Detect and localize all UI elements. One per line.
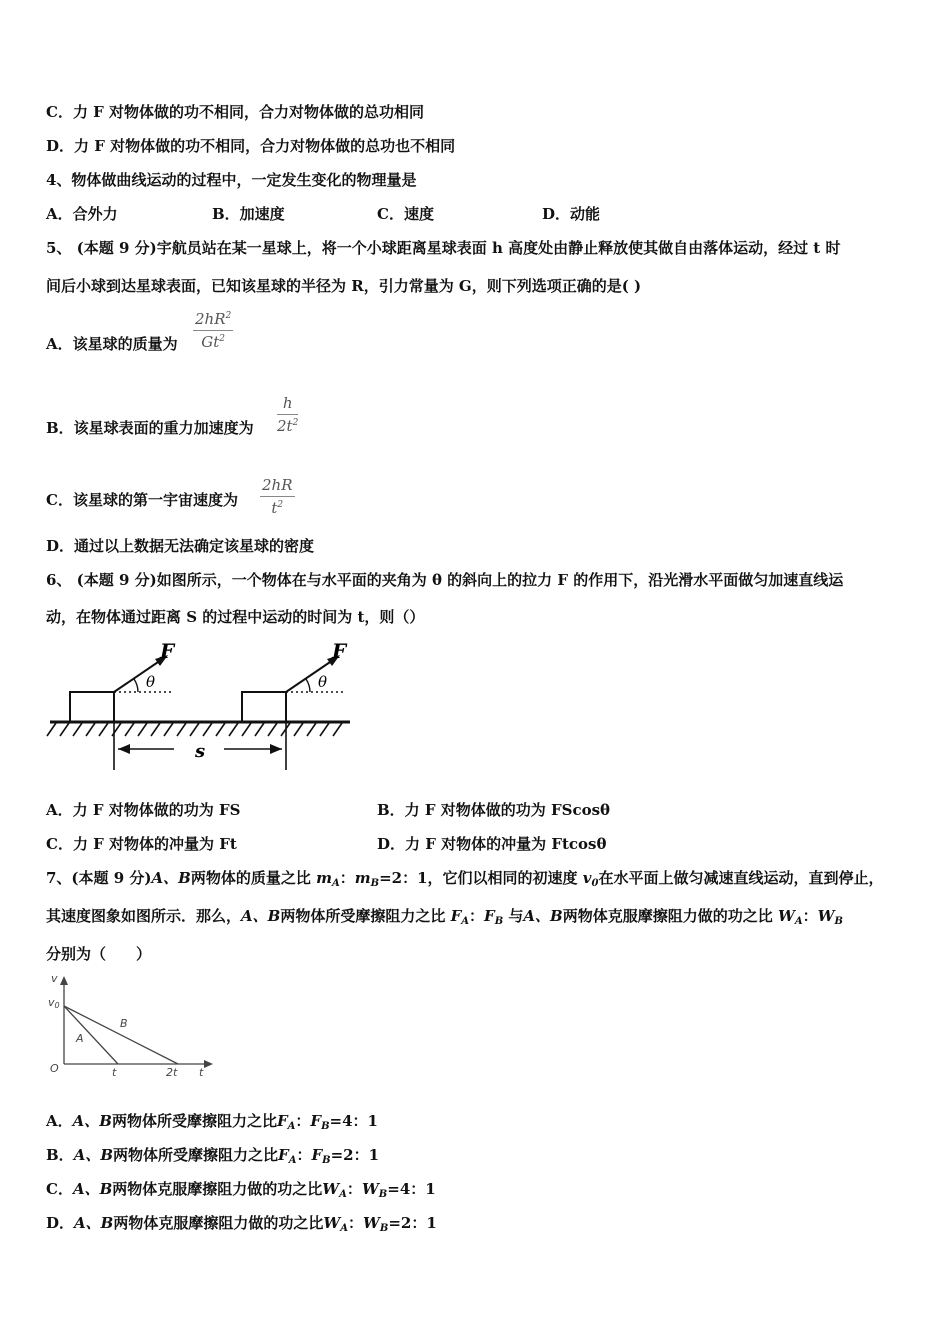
q5-option-b-fraction: h $2t^2$ — [277, 394, 299, 435]
q6-option-a: A．力 F 对物体做的功为 FS — [46, 801, 241, 819]
q6-figure-label-f-left: F — [160, 639, 175, 663]
q5-stem-line1: 5、 (本题 9 分)宇航员站在某一星球上，将一个小球距离星球表面 h 高度处由静止释放使其做自由落体运动，经过 t 时 — [46, 239, 841, 257]
q3-option-d: D．力 F 对物体做的功不相同，合力对物体做的总功也不相同 — [46, 137, 456, 155]
q7-stem-line3: 分别为（ ） — [46, 945, 152, 963]
q4-option-a: A．合外力 — [46, 205, 118, 223]
ground-hatch-mark — [229, 723, 238, 736]
q5-option-d: D．通过以上数据无法确定该星球的密度 — [46, 537, 315, 555]
ground-hatch-mark — [216, 723, 225, 736]
ground-hatch-mark — [190, 723, 199, 736]
q7-graph-origin: O — [50, 1062, 59, 1075]
ground-hatch-mark — [307, 723, 316, 736]
q3-option-c: C．力 F 对物体做的功不相同，合力对物体做的总功相同 — [46, 103, 425, 121]
ground-hatch-mark — [242, 723, 251, 736]
q6-option-b: B．力 F 对物体做的功为 FScosθ — [377, 801, 611, 819]
q4-option-b: B．加速度 — [212, 205, 285, 223]
q5-option-b: B．该星球表面的重力加速度为 — [46, 419, 254, 437]
ground-hatch-mark — [86, 723, 95, 736]
q5-option-a: A．该星球的质量为 — [46, 335, 178, 353]
ground-hatch-mark — [255, 723, 264, 736]
q4-stem: 4、物体做曲线运动的过程中，一定发生变化的物理量是 — [46, 171, 417, 189]
ground-hatch-mark — [47, 723, 56, 736]
q7-stem-line1: 7、(本题 9 分)A、B两物体的质量之比 $m_A$：$m_B=2$：1，它们以相同的初速度 $v_0$在水平面上做匀减速直线运动，直到停止， — [46, 869, 884, 889]
ground-hatch-mark — [73, 723, 82, 736]
ground-hatch-mark — [333, 723, 342, 736]
q6-option-c: C．力 F 对物体的冲量为 Ft — [46, 835, 237, 853]
q7-stem-line2: 其速度图象如图所示．那么，A、B两物体所受摩擦阻力之比 $F_A$：$F_B$ 与A、B两物体克服摩擦阻力做的功之比 $W_A$：$W_B$ — [46, 907, 843, 927]
q7-velocity-time-graph — [46, 972, 226, 1082]
q6-figure-label-theta-right: θ — [318, 673, 328, 691]
q7-graph-v0: v0 — [48, 996, 60, 1010]
q7-graph-line-a — [64, 1006, 118, 1064]
ground-hatch-mark — [203, 723, 212, 736]
q7-graph-tick-2t: 2t — [166, 1066, 178, 1079]
q6-figure-label-theta-left: θ — [146, 673, 156, 691]
q7-graph-tick-t: t — [112, 1066, 117, 1079]
q7-option-d: D．A、B两物体克服摩擦阻力做的功之比$W_A$：$W_B=2$：1 — [46, 1214, 437, 1234]
q6-stem-line2: 动，在物体通过距离 S 的过程中运动的时间为 t，则（） — [46, 608, 425, 626]
q7-option-a: A．A、B两物体所受摩擦阻力之比$F_A$：$F_B=4$：1 — [46, 1112, 378, 1132]
q7-option-b: B．A、B两物体所受摩擦阻力之比$F_A$：$F_B=2$：1 — [46, 1146, 380, 1166]
q7-graph-axis-v: v — [51, 972, 58, 985]
q7-graph-axis-t: t — [199, 1066, 204, 1079]
ground-hatch-mark — [99, 723, 108, 736]
q6-figure-label-s: s — [195, 741, 206, 762]
q7-graph-label-a: A — [76, 1032, 84, 1045]
ground-hatch-mark — [294, 723, 303, 736]
q6-option-d: D．力 F 对物体的冲量为 Ftcosθ — [377, 835, 607, 853]
q5-option-a-fraction: $2hR^2$ Gt$^2$ — [195, 310, 232, 351]
q6-figure-label-f-right: F — [332, 639, 347, 663]
ground-hatch-mark — [125, 723, 134, 736]
q5-option-c: C．该星球的第一宇宙速度为 — [46, 491, 238, 509]
ground-hatch-mark — [60, 723, 69, 736]
q7-option-c: C．A、B两物体克服摩擦阻力做的功之比$W_A$：$W_B=4$：1 — [46, 1180, 436, 1200]
ground-hatch-mark — [138, 723, 147, 736]
q5-option-c-fraction: 2hR $t^2$ — [262, 476, 293, 517]
q4-option-c: C．速度 — [377, 205, 434, 223]
q5-stem-line2: 间后小球到达星球表面，已知该星球的半径为 R，引力常量为 G，则下列选项正确的是( ) — [46, 277, 642, 295]
q6-figure-diagram — [46, 636, 356, 776]
q4-option-d: D．动能 — [542, 205, 601, 223]
ground-hatch-mark — [164, 723, 173, 736]
ground-hatch-mark — [177, 723, 186, 736]
ground-hatch-mark — [151, 723, 160, 736]
q7-graph-label-b: B — [120, 1017, 128, 1030]
ground-hatch-mark — [320, 723, 329, 736]
q6-stem-line1: 6、 (本题 9 分)如图所示，一个物体在与水平面的夹角为 θ 的斜向上的拉力 F 的作用下，沿光滑水平面做匀加速直线运 — [46, 571, 844, 589]
ground-hatch-mark — [268, 723, 277, 736]
